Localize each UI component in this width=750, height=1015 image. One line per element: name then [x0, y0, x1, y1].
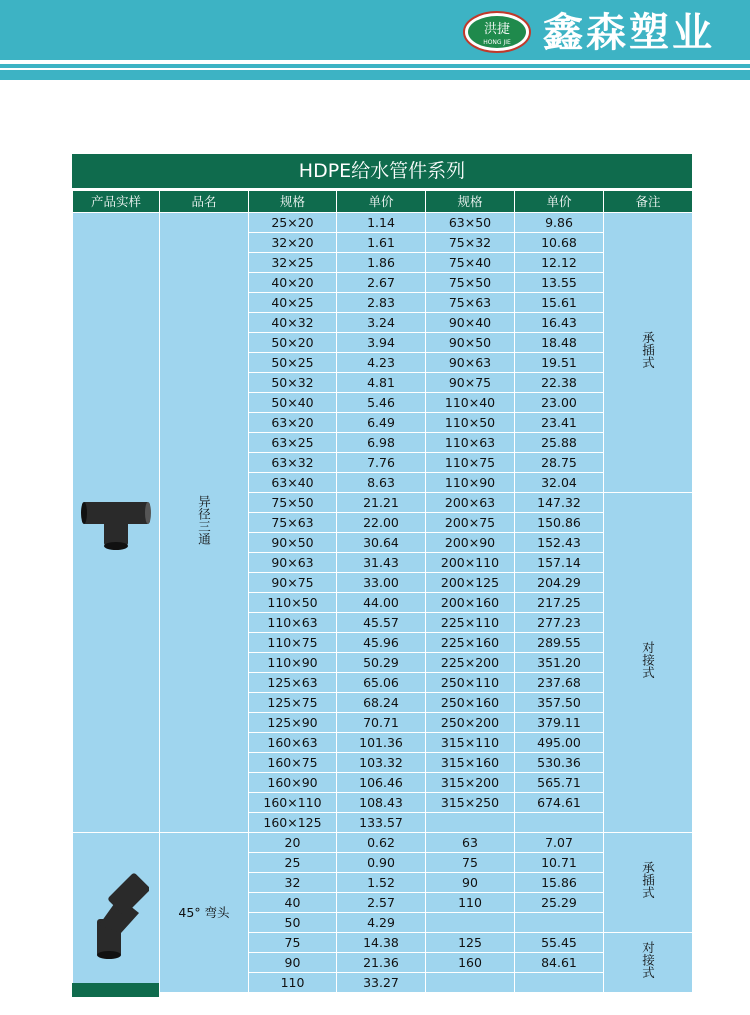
price-cell: 28.75: [515, 453, 604, 473]
spec-cell: 110×75: [249, 633, 337, 653]
elbow-note-butt: [604, 933, 693, 993]
price-cell: 19.51: [515, 353, 604, 373]
price-cell: 15.86: [515, 873, 604, 893]
price-cell: 147.32: [515, 493, 604, 513]
price-cell: 21.21: [337, 493, 426, 513]
price-cell: 289.55: [515, 633, 604, 653]
spec-cell: 50×20: [249, 333, 337, 353]
spec-cell: 50: [249, 913, 337, 933]
spec-cell: 125: [426, 933, 515, 953]
spec-cell: 110×63: [249, 613, 337, 633]
price-cell: 50.29: [337, 653, 426, 673]
tee-note-text: 承插式: [640, 331, 656, 369]
price-cell: [515, 813, 604, 833]
spec-cell: 125×75: [249, 693, 337, 713]
table-row: [73, 213, 693, 233]
price-cell: 31.43: [337, 553, 426, 573]
price-cell: 1.86: [337, 253, 426, 273]
spec-cell: 110: [249, 973, 337, 993]
price-cell: 6.98: [337, 433, 426, 453]
price-cell: 0.90: [337, 853, 426, 873]
spec-cell: 50×40: [249, 393, 337, 413]
price-cell: 13.55: [515, 273, 604, 293]
elbow-product-photo: [73, 833, 160, 993]
spec-cell: 160×90: [249, 773, 337, 793]
price-cell: 44.00: [337, 593, 426, 613]
spec-cell: 75×50: [426, 273, 515, 293]
spec-cell: 90×40: [426, 313, 515, 333]
spec-cell: 50×32: [249, 373, 337, 393]
spec-cell: 75×40: [426, 253, 515, 273]
price-cell: 23.00: [515, 393, 604, 413]
price-cell: 217.25: [515, 593, 604, 613]
spec-cell: 75×50: [249, 493, 337, 513]
price-cell: 565.71: [515, 773, 604, 793]
price-cell: 21.36: [337, 953, 426, 973]
price-cell: 65.06: [337, 673, 426, 693]
price-cell: 2.83: [337, 293, 426, 313]
price-cell: 150.86: [515, 513, 604, 533]
spec-cell: 90×75: [426, 373, 515, 393]
price-cell: 277.23: [515, 613, 604, 633]
price-cell: 101.36: [337, 733, 426, 753]
price-cell: 6.49: [337, 413, 426, 433]
spec-cell: 250×110: [426, 673, 515, 693]
spec-cell: 63×25: [249, 433, 337, 453]
col-header-note: 备注: [604, 191, 693, 213]
price-cell: 106.46: [337, 773, 426, 793]
elbow-45-fitting-icon: [73, 867, 159, 959]
tee-product-name: [160, 213, 249, 833]
spec-cell: 315×110: [426, 733, 515, 753]
logo-text: 洪捷: [483, 22, 511, 37]
price-cell: 108.43: [337, 793, 426, 813]
price-cell: 23.41: [515, 413, 604, 433]
spec-cell: 75×63: [426, 293, 515, 313]
price-cell: 0.62: [337, 833, 426, 853]
logo-subtext: HONG JIE: [483, 39, 511, 46]
price-cell: 16.43: [515, 313, 604, 333]
col-header-photo: 产品实样: [73, 191, 160, 213]
price-cell: 32.04: [515, 473, 604, 493]
spec-cell: 110×50: [426, 413, 515, 433]
price-cell: 237.68: [515, 673, 604, 693]
price-cell: 8.63: [337, 473, 426, 493]
price-cell: 1.14: [337, 213, 426, 233]
spec-cell: 315×250: [426, 793, 515, 813]
tee-product-name-text: 异径三通: [196, 495, 212, 545]
spec-cell: 40×20: [249, 273, 337, 293]
spec-cell: 25: [249, 853, 337, 873]
price-cell: 9.86: [515, 213, 604, 233]
spec-cell: 75×63: [249, 513, 337, 533]
price-cell: 530.36: [515, 753, 604, 773]
price-cell: 495.00: [515, 733, 604, 753]
spec-cell: 110×90: [249, 653, 337, 673]
price-cell: 357.50: [515, 693, 604, 713]
price-cell: 2.57: [337, 893, 426, 913]
price-cell: 351.20: [515, 653, 604, 673]
spec-cell: 125×90: [249, 713, 337, 733]
price-cell: 5.46: [337, 393, 426, 413]
brand-name: 鑫森塑业: [543, 10, 715, 56]
tee-note-text: 对接式: [640, 641, 656, 679]
price-cell: [515, 913, 604, 933]
price-cell: 133.57: [337, 813, 426, 833]
price-cell: 45.96: [337, 633, 426, 653]
header-divider: [0, 64, 750, 68]
price-cell: 12.12: [515, 253, 604, 273]
spec-cell: 225×160: [426, 633, 515, 653]
price-cell: 45.57: [337, 613, 426, 633]
col-header-price-2: 单价: [515, 191, 604, 213]
spec-cell: 90×50: [426, 333, 515, 353]
spec-cell: 110×40: [426, 393, 515, 413]
price-cell: 10.71: [515, 853, 604, 873]
price-cell: 33.00: [337, 573, 426, 593]
spec-cell: [426, 913, 515, 933]
price-cell: 30.64: [337, 533, 426, 553]
price-cell: 1.52: [337, 873, 426, 893]
spec-cell: 63×50: [426, 213, 515, 233]
spec-cell: 160×63: [249, 733, 337, 753]
spec-cell: 63×32: [249, 453, 337, 473]
elbow-note-socket: [604, 833, 693, 933]
spec-cell: [426, 973, 515, 993]
price-cell: 84.61: [515, 953, 604, 973]
col-header-price-1: 单价: [337, 191, 426, 213]
spec-cell: 90×63: [426, 353, 515, 373]
tee-note-butt: [604, 493, 693, 833]
spec-cell: 63: [426, 833, 515, 853]
spec-cell: 90×50: [249, 533, 337, 553]
elbow-note-text: 对接式: [640, 941, 656, 979]
price-table: [72, 190, 693, 993]
spec-cell: 63×40: [249, 473, 337, 493]
spec-cell: 225×110: [426, 613, 515, 633]
price-cell: 10.68: [515, 233, 604, 253]
spec-cell: 75×32: [426, 233, 515, 253]
col-header-spec-1: 规格: [249, 191, 337, 213]
price-cell: 68.24: [337, 693, 426, 713]
company-logo-icon: [462, 10, 532, 54]
elbow-note-text: 承插式: [640, 861, 656, 899]
elbow-product-name-text: 45° 弯头: [178, 905, 230, 920]
col-header-spec-2: 规格: [426, 191, 515, 213]
spec-cell: 90×63: [249, 553, 337, 573]
spec-cell: 32: [249, 873, 337, 893]
price-cell: 55.45: [515, 933, 604, 953]
tee-note-socket: [604, 213, 693, 493]
price-cell: 25.29: [515, 893, 604, 913]
price-cell: 204.29: [515, 573, 604, 593]
spec-cell: 90×75: [249, 573, 337, 593]
price-cell: 103.32: [337, 753, 426, 773]
footer-strip: [72, 983, 159, 997]
spec-cell: 90: [249, 953, 337, 973]
price-cell: 152.43: [515, 533, 604, 553]
price-cell: 14.38: [337, 933, 426, 953]
price-cell: 3.94: [337, 333, 426, 353]
header-divider-lower: [0, 70, 750, 80]
table-row: [73, 833, 693, 853]
spec-cell: 250×200: [426, 713, 515, 733]
spec-cell: 90: [426, 873, 515, 893]
tee-product-photo: [73, 213, 160, 833]
spec-cell: 110×90: [426, 473, 515, 493]
spec-cell: 160×75: [249, 753, 337, 773]
price-cell: 1.61: [337, 233, 426, 253]
price-cell: 15.61: [515, 293, 604, 313]
spec-cell: [426, 813, 515, 833]
spec-cell: 225×200: [426, 653, 515, 673]
spec-cell: 110×63: [426, 433, 515, 453]
price-cell: 157.14: [515, 553, 604, 573]
spec-cell: 110×50: [249, 593, 337, 613]
spec-cell: 63×20: [249, 413, 337, 433]
spec-cell: 40×32: [249, 313, 337, 333]
price-cell: 3.24: [337, 313, 426, 333]
spec-cell: 40: [249, 893, 337, 913]
price-cell: 7.07: [515, 833, 604, 853]
price-cell: [515, 973, 604, 993]
spec-cell: 200×125: [426, 573, 515, 593]
spec-cell: 75: [249, 933, 337, 953]
tee-fitting-icon: [73, 494, 159, 552]
page-title: HDPE给水管件系列: [72, 154, 692, 188]
spec-cell: 315×200: [426, 773, 515, 793]
spec-cell: 160: [426, 953, 515, 973]
price-cell: 33.27: [337, 973, 426, 993]
spec-cell: 110×75: [426, 453, 515, 473]
spec-cell: 32×20: [249, 233, 337, 253]
spec-cell: 75: [426, 853, 515, 873]
spec-cell: 20: [249, 833, 337, 853]
price-cell: 4.29: [337, 913, 426, 933]
spec-cell: 200×75: [426, 513, 515, 533]
spec-cell: 25×20: [249, 213, 337, 233]
spec-cell: 160×110: [249, 793, 337, 813]
price-cell: 674.61: [515, 793, 604, 813]
price-cell: 4.23: [337, 353, 426, 373]
spec-cell: 315×160: [426, 753, 515, 773]
col-header-name: 品名: [160, 191, 249, 213]
price-cell: 22.00: [337, 513, 426, 533]
price-cell: 7.76: [337, 453, 426, 473]
spec-cell: 110: [426, 893, 515, 913]
spec-cell: 125×63: [249, 673, 337, 693]
spec-cell: 200×90: [426, 533, 515, 553]
spec-cell: 200×63: [426, 493, 515, 513]
spec-cell: 40×25: [249, 293, 337, 313]
price-cell: 25.88: [515, 433, 604, 453]
price-cell: 70.71: [337, 713, 426, 733]
spec-cell: 200×160: [426, 593, 515, 613]
spec-cell: 32×25: [249, 253, 337, 273]
price-cell: 18.48: [515, 333, 604, 353]
price-cell: 379.11: [515, 713, 604, 733]
spec-cell: 200×110: [426, 553, 515, 573]
spec-cell: 160×125: [249, 813, 337, 833]
price-cell: 2.67: [337, 273, 426, 293]
table-header-row: [73, 191, 693, 213]
elbow-product-name: [160, 833, 249, 993]
price-cell: 22.38: [515, 373, 604, 393]
spec-cell: 250×160: [426, 693, 515, 713]
spec-cell: 50×25: [249, 353, 337, 373]
price-cell: 4.81: [337, 373, 426, 393]
